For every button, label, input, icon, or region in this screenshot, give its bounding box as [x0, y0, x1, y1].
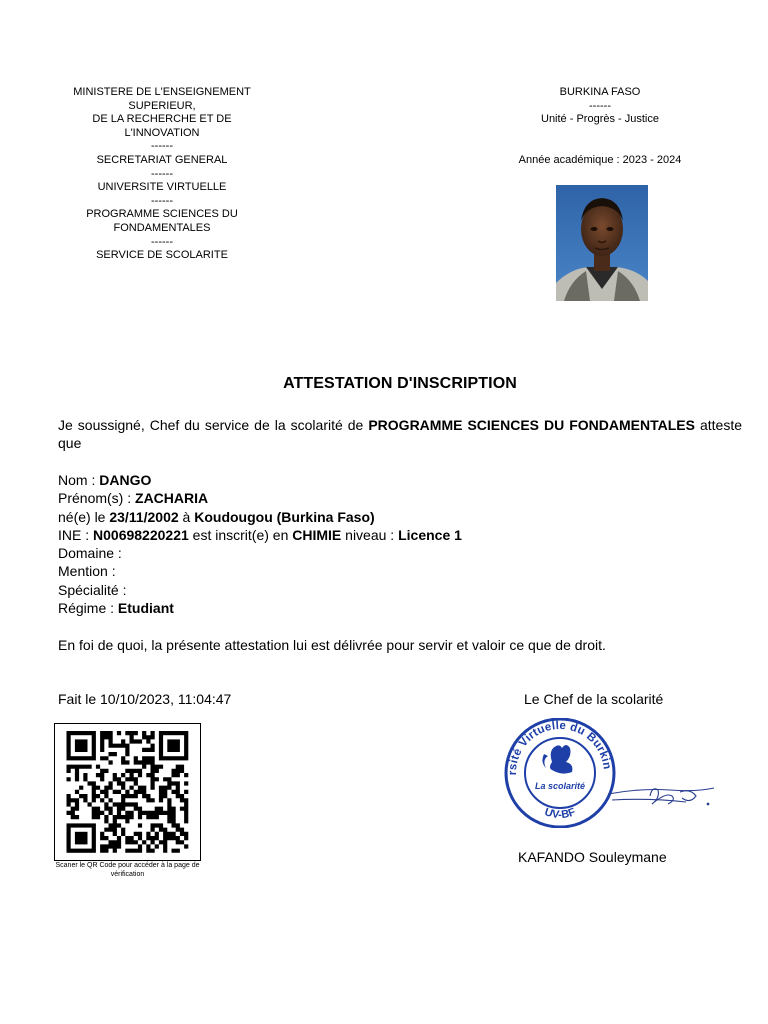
student-photo: [556, 185, 648, 301]
birth-at: à: [178, 508, 195, 525]
header-line: PROGRAMME SCIENCES DU: [86, 208, 238, 221]
country-motto: Unité - Progrès - Justice: [541, 113, 659, 126]
stamp-ring-text: rsité Virtuelle du Burkin: [506, 719, 613, 776]
qr-code-icon: [55, 724, 200, 860]
birth-date: 23/11/2002: [109, 508, 179, 525]
signer-name: KAFANDO Souleymane: [518, 849, 667, 865]
ine-value: N00698220221: [93, 526, 189, 543]
rooster-icon: [542, 745, 572, 774]
stamp-center-text: La scolarité: [534, 781, 586, 791]
header-line: UNIVERSITE VIRTUELLE: [97, 181, 227, 194]
enrolled-text: est inscrit(e) en: [188, 526, 293, 543]
field-regime: [58, 599, 738, 617]
qr-caption: Scaner le QR Code pour accéder à la page de vérification: [55, 862, 200, 878]
mention-label: Mention :: [58, 563, 116, 580]
country-header: [500, 86, 700, 168]
svg-text:UV-BF: [543, 806, 577, 821]
header-line: L'INNOVATION: [124, 126, 200, 139]
level-value: Licence 1: [398, 526, 462, 543]
signature: [608, 788, 714, 805]
field-ine: [58, 526, 738, 544]
intro-prefix: Je soussigné, Chef du service de la scolarité de: [58, 417, 369, 433]
chef-title: Le Chef de la scolarité: [524, 691, 664, 707]
prenom-value: ZACHARIA: [135, 490, 209, 507]
regime-label: Régime :: [58, 600, 118, 617]
header-separator: ------: [151, 167, 173, 180]
field-specialite: [58, 581, 738, 599]
program-name: PROGRAMME SCIENCES DU FONDAMENTALES: [368, 417, 695, 433]
conclusion-text: En foi de quoi, la présente attestation lui est délivrée pour servir et valoir ce que de droit.: [58, 637, 606, 653]
domaine-label: Domaine :: [58, 545, 122, 562]
ine-label: INE :: [58, 526, 94, 543]
nom-value: DANGO: [99, 472, 152, 488]
header-line: FONDAMENTALES: [113, 221, 211, 234]
header-line: MINISTERE DE L'ENSEIGNEMENT: [73, 86, 251, 98]
official-stamp: [500, 718, 730, 828]
academic-year: Année académique : 2023 - 2024: [518, 153, 682, 166]
field-birth: [58, 508, 738, 526]
header-line: DE LA RECHERCHE ET DE: [92, 113, 232, 126]
document-title: ATTESTATION D'INSCRIPTION: [283, 375, 517, 392]
header-separator: ------: [151, 194, 173, 207]
ministry-header: [58, 86, 266, 263]
field-of-study: CHIMIE: [292, 526, 342, 543]
field-nom: [58, 471, 738, 489]
field-mention: [58, 562, 738, 580]
birth-label: né(e) le: [58, 508, 110, 525]
specialite-label: Spécialité :: [58, 581, 127, 598]
intro-paragraph: [58, 416, 742, 453]
header-line: SUPERIEUR,: [128, 99, 196, 112]
qr-code: [54, 723, 201, 861]
header-separator: ------: [589, 99, 611, 112]
nom-label: Nom :: [58, 472, 100, 488]
student-fields: [58, 471, 738, 617]
field-prenom: [58, 489, 738, 507]
level-text: niveau :: [341, 526, 399, 543]
header-separator: ------: [151, 140, 173, 153]
birth-place: Koudougou (Burkina Faso): [194, 508, 375, 525]
intro-suffix: atteste que: [58, 417, 742, 452]
regime-value: Etudiant: [117, 600, 174, 617]
prenom-label: Prénom(s) :: [58, 490, 136, 507]
header-line: SECRETARIAT GENERAL: [96, 153, 228, 166]
country-name: BURKINA FASO: [559, 86, 641, 98]
field-domaine: [58, 544, 738, 562]
header-separator: ------: [151, 235, 173, 248]
stamp-bottom-text: UV-BF: [542, 806, 578, 822]
issue-date: Fait le 10/10/2023, 11:04:47: [58, 691, 232, 707]
header-line: SERVICE DE SCOLARITE: [96, 249, 228, 262]
